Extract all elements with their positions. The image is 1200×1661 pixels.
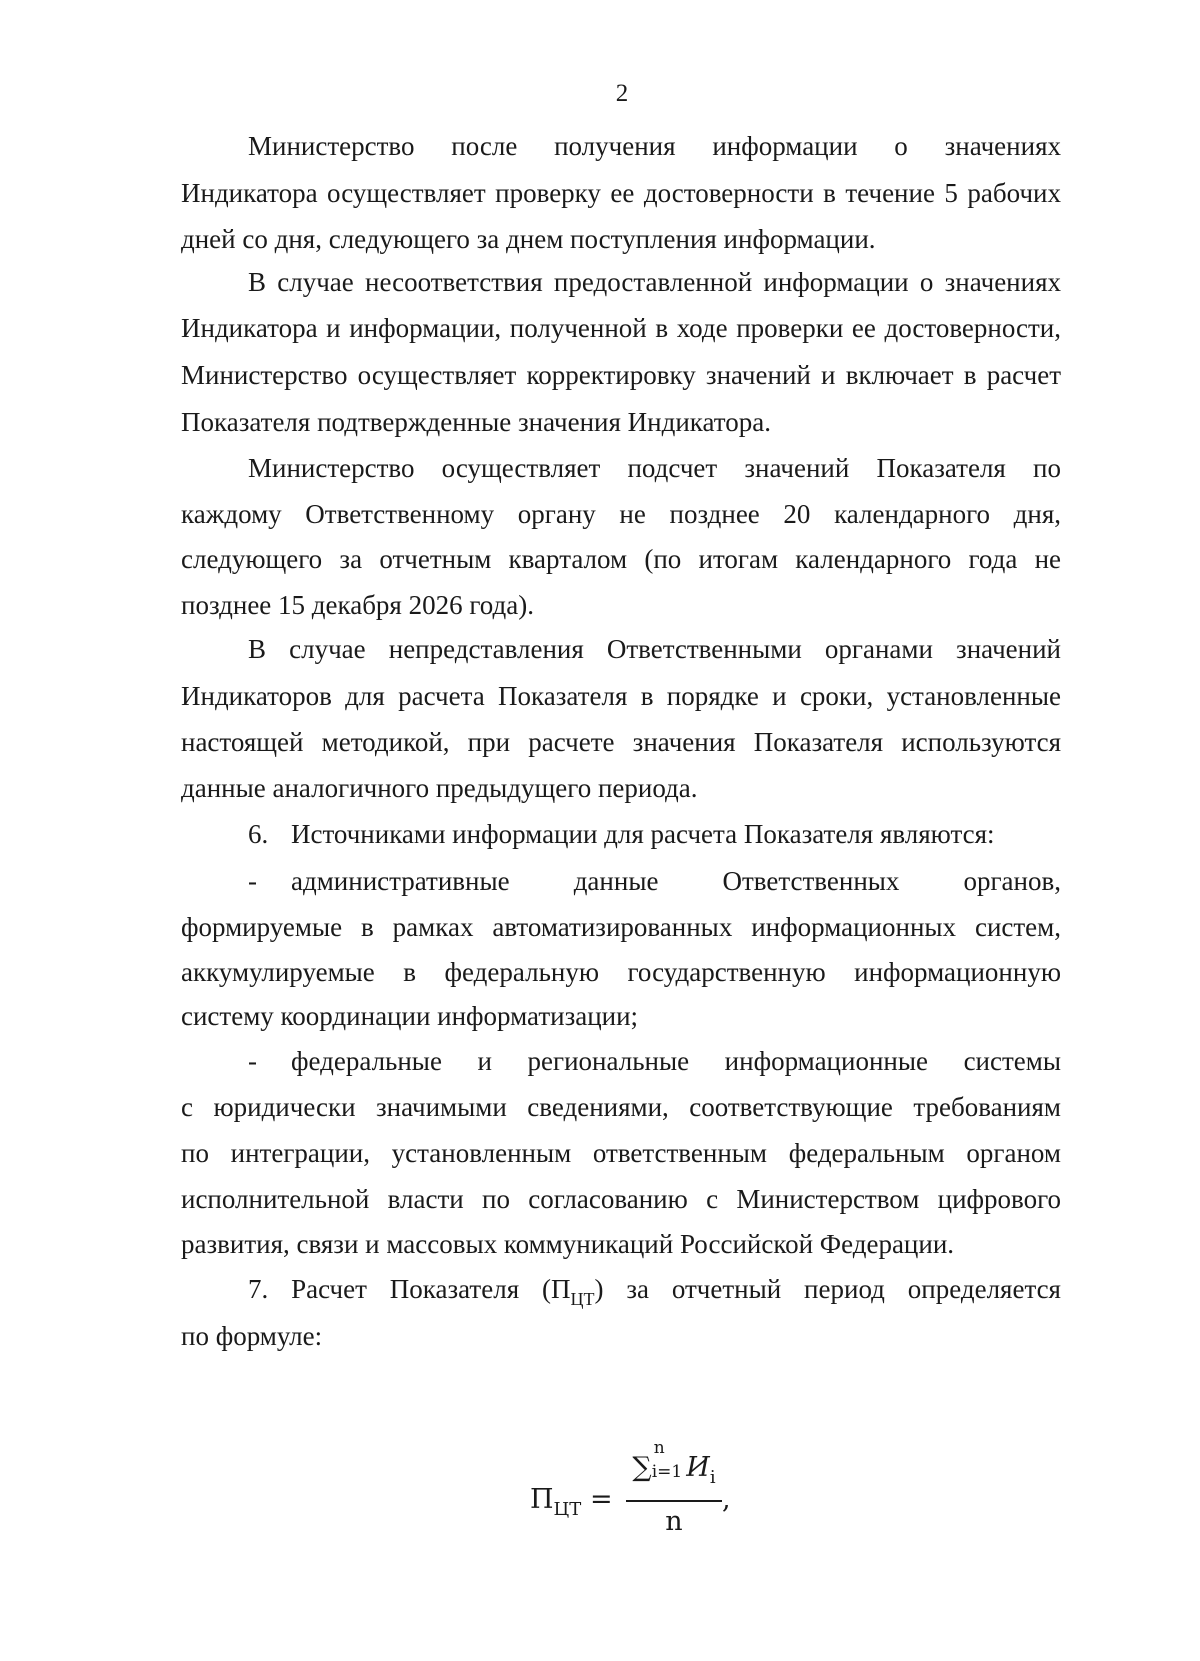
text-line: Индикаторов для расчета Показателя в порядке и сроки, установленные: [181, 681, 1061, 711]
formula-lhs: [530, 1484, 581, 1520]
sum-upper-limit: n: [653, 1438, 665, 1458]
text-line: В случае непредставления Ответственными органами значений: [248, 634, 1061, 664]
bullet-text: федеральные и региональные информационные системы: [291, 1046, 1061, 1076]
item7-text-start: 7. Расчет Показателя (П: [248, 1274, 571, 1304]
text-line: Министерство осуществляет корректировку значений и включает в расчет: [181, 360, 1061, 390]
text-line: по интеграции, установленным ответственным федеральным органом: [181, 1138, 1061, 1168]
text-line: аккумулируемые в федеральную государственную информационную: [181, 957, 1061, 987]
text-line: позднее 15 декабря 2026 года).: [181, 590, 534, 620]
page-number: 2: [615, 80, 629, 107]
formula-term-subscript: i: [709, 1467, 716, 1488]
sum-lower-limit: i=1: [651, 1462, 683, 1482]
text-line: с юридически значимыми сведениями, соответствующие требованиям: [181, 1092, 1061, 1122]
formula-trailing-comma: ,: [722, 1484, 731, 1515]
text-line: В случае несоответствия предоставленной информации о значениях: [248, 267, 1061, 297]
text-line: дней со дня, следующего за днем поступления информации.: [181, 224, 876, 254]
text-line: настоящей методикой, при расчете значения Показателя используются: [181, 727, 1061, 757]
bullet-first-line: [248, 865, 1061, 897]
formula-term: И: [686, 1452, 710, 1483]
sum-limits: [651, 1438, 683, 1482]
text-line: Индикатора осуществляет проверку ее достоверности в течение 5 рабочих: [181, 178, 1061, 208]
bullet-text: административные данные Ответственных органов,: [291, 866, 1061, 896]
fraction-bar: [626, 1500, 722, 1502]
formula-numerator: [626, 1438, 722, 1488]
text-line: развития, связи и массовых коммуникаций Российской Федерации.: [181, 1229, 955, 1259]
text-line: данные аналогичного предыдущего периода.: [181, 773, 698, 803]
text-line: [248, 1273, 1061, 1309]
list-item-6: [248, 818, 1061, 850]
item7-text-end: ) за отчетный период определяется: [594, 1274, 1061, 1304]
text-line: Министерство осуществляет подсчет значений Показателя по: [248, 453, 1061, 483]
formula: [530, 1438, 770, 1560]
text-line: Индикатора и информации, полученной в ходе проверки ее достоверности,: [181, 313, 1061, 343]
formula-equals: =: [590, 1484, 613, 1515]
text-line: Показателя подтвержденные значения Индикатора.: [181, 407, 771, 437]
text-line: следующего за отчетным кварталом (по итогам календарного года не: [181, 544, 1061, 574]
text-line: каждому Ответственному органу не позднее 20 календарного дня,: [181, 499, 1061, 529]
sum-symbol: ∑: [632, 1452, 652, 1483]
list-item-number: 6.: [248, 819, 269, 849]
text-line: Министерство после получения информации о значениях: [248, 131, 1061, 161]
list-item-text: Источниками информации для расчета Показателя являются:: [291, 819, 995, 849]
text-line: по формуле:: [181, 1321, 323, 1351]
bullet-dash: -: [248, 1046, 257, 1076]
formula-lhs-symbol: П: [530, 1484, 554, 1515]
formula-denominator: n: [665, 1506, 683, 1537]
text-line: исполнительной власти по согласованию с Министерством цифрового: [181, 1184, 1061, 1214]
text-line: систему координации информатизации;: [181, 1001, 639, 1031]
bullet-dash: -: [248, 866, 257, 896]
formula-lhs-subscript: ЦТ: [553, 1499, 582, 1520]
item7-subscript: ЦТ: [570, 1289, 595, 1309]
bullet-first-line: [248, 1045, 1061, 1077]
text-line: формируемые в рамках автоматизированных информационных систем,: [181, 912, 1061, 942]
